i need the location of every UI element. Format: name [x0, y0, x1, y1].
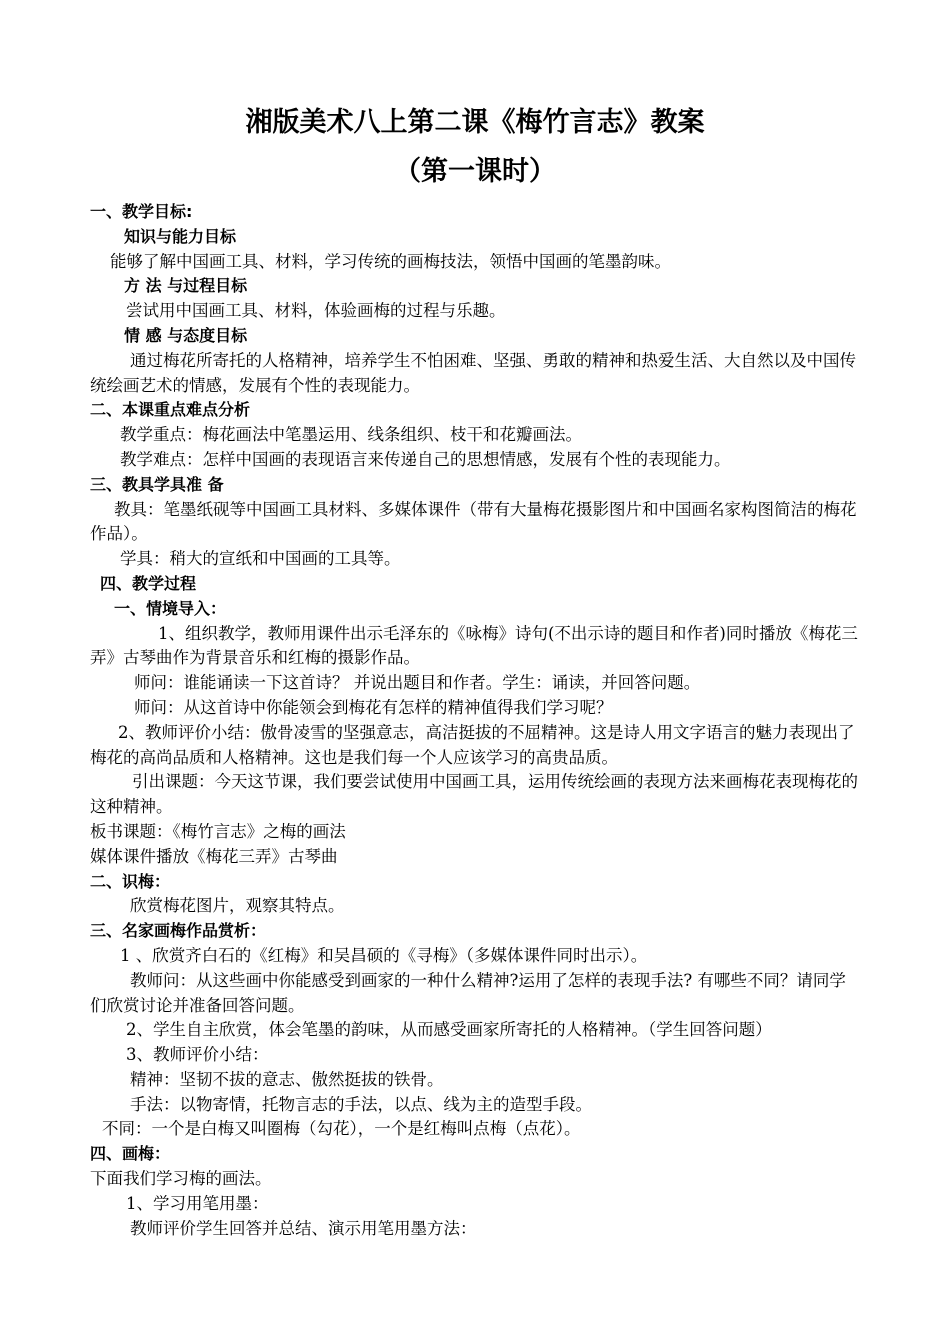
paragraph: 能够了解中国画工具、材料，学习传统的画梅技法，领悟中国画的笔墨韵味。: [110, 251, 671, 271]
paragraph: 1、学习用笔用墨：: [126, 1193, 269, 1213]
section-heading: 三、教具学具准 备: [90, 474, 224, 494]
paragraph: 3、教师评价小结：: [126, 1045, 269, 1065]
section-heading: 二、识梅：: [90, 871, 171, 891]
paragraph: 教学重点：梅花画法中笔墨运用、线条组织、枝干和花瓣画法。: [120, 425, 582, 445]
paragraph: 下面我们学习梅的画法。: [90, 1169, 272, 1189]
paragraph: 教师评价学生回答并总结、演示用笔用墨方法：: [130, 1218, 477, 1238]
subheading: 知识与能力目标: [124, 226, 237, 246]
section-heading: 四、画梅：: [90, 1144, 171, 1164]
paragraph: 师问：谁能诵读一下这首诗？ 并说出题目和作者。学生：诵读，并回答问题。: [134, 673, 701, 693]
paragraph: 师问：从这首诗中你能领会到梅花有怎样的精神值得我们学习呢？: [134, 697, 613, 717]
paragraph: 教学难点：怎样中国画的表现语言来传递自己的思想情感，发展有个性的表现能力。: [120, 449, 731, 469]
document-subtitle: （第一课时）: [394, 156, 556, 187]
section-heading: 三、名家画梅作品赏析：: [90, 921, 267, 941]
document-body: [90, 200, 862, 1241]
paragraph: 2、学生自主欣赏，体会笔墨的韵味，从而感受画家所寄托的人格精神。（学生回答问题）: [126, 1020, 772, 1040]
paragraph: 手法：以物寄情，托物言志的手法，以点、线为主的造型手段。: [130, 1094, 592, 1114]
paragraph: 不同：一个是白梅又叫圈梅（勾花），一个是红梅叫点梅（点花）。: [102, 1119, 581, 1139]
paragraph: 1、组织教学，教师用课件出示毛泽东的《咏梅》诗句(不出示诗的题目和作者)同时播放《梅花三弄》古琴曲作为背景音乐和红梅的摄影作品。: [90, 623, 858, 668]
paragraph: 2、教师评价小结：傲骨凌雪的坚强意志，高洁挺拔的不屈精神。这是诗人用文字语言的魅力表现出了梅花的高尚品质和人格精神。这也是我们每一个人应该学习的高贵品质。: [90, 722, 855, 767]
section-heading: 二、本课重点难点分析: [90, 400, 251, 420]
paragraph: 媒体课件播放《梅花三弄》古琴曲: [90, 846, 338, 866]
paragraph: 尝试用中国画工具、材料，体验画梅的过程与乐趣。: [126, 301, 506, 321]
subheading: 情 感 与态度目标: [124, 325, 248, 345]
paragraph: 教师问：从这些画中你能感受到画家的一种什么精神?运用了怎样的表现手法? 有哪些不同？请同学们欣赏讨论并准备回答问题。: [90, 970, 846, 1015]
document-title: 湘版美术八上第二课《梅竹言志》教案: [245, 107, 705, 138]
paragraph: 欣赏梅花图片，观察其特点。: [130, 896, 345, 916]
subheading: 一、情境导入：: [114, 598, 227, 618]
paragraph: 引出课题：今天这节课，我们要尝试使用中国画工具，运用传统绘画的表现方法来画梅花表现梅花的这种精神。: [90, 772, 858, 817]
section-heading: 一、教学目标:: [90, 202, 193, 221]
subheading: 方 法 与过程目标: [124, 276, 248, 296]
paragraph: 板书课题：《梅竹言志》之梅的画法: [90, 821, 346, 841]
section-heading: 四、教学过程: [100, 573, 197, 593]
paragraph: 通过梅花所寄托的人格精神，培养学生不怕困难、坚强、勇敢的精神和热爱生活、大自然以及中国传统绘画艺术的情感，发展有个性的表现能力。: [90, 350, 856, 395]
paragraph: 1 、欣赏齐白石的《红梅》和吴昌硕的《寻梅》（多媒体课件同时出示）。: [120, 945, 648, 965]
paragraph: 学具：稍大的宣纸和中国画的工具等。: [120, 549, 401, 569]
paragraph: 教具：笔墨纸砚等中国画工具材料、多媒体课件（带有大量梅花摄影图片和中国画名家构图简洁的梅花作品）。: [90, 499, 857, 544]
paragraph: 精神：坚韧不拔的意志、傲然挺拔的铁骨。: [130, 1069, 444, 1089]
